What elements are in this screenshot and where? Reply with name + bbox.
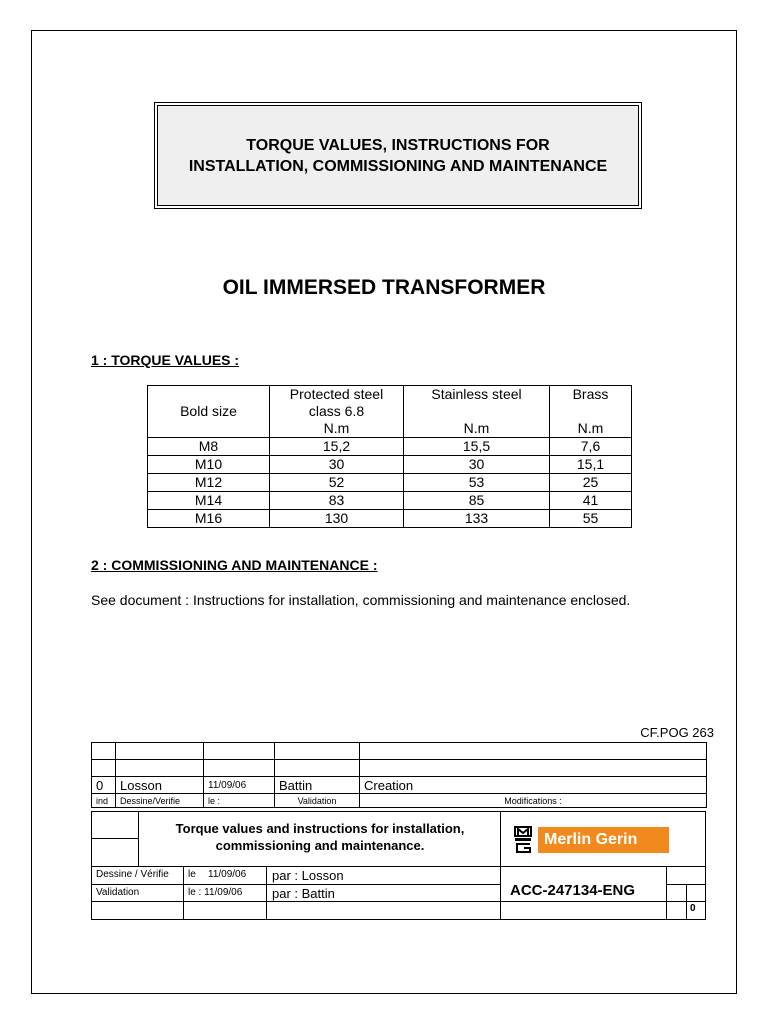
cell-size: M12 xyxy=(148,474,270,492)
section-heading-commissioning: 2 : COMMISSIONING AND MAINTENANCE : xyxy=(91,557,378,573)
label-ind: ind xyxy=(92,794,116,808)
cell-protected: 15,2 xyxy=(270,438,404,456)
validated-by: par : Battin xyxy=(272,886,335,901)
table-row xyxy=(148,438,632,456)
validation-label: Validation xyxy=(96,887,140,898)
cell-brass: 25 xyxy=(550,474,632,492)
revision-index: 0 xyxy=(92,777,116,794)
cell-stainless: 15,5 xyxy=(404,438,550,456)
table-header-row xyxy=(148,386,632,438)
validation-date: le : 11/09/06 xyxy=(188,887,243,898)
revision-index-box: 0 xyxy=(690,903,696,914)
header-title-box xyxy=(154,102,642,209)
header-title-line1: TORQUE VALUES, INSTRUCTIONS FOR xyxy=(246,136,550,154)
cell-stainless: 30 xyxy=(404,456,550,474)
logo-wordmark: Merlin Gerin xyxy=(538,827,669,853)
drawn-date: 11/09/06 xyxy=(208,869,247,880)
cell-protected: 83 xyxy=(270,492,404,510)
cell-protected: 52 xyxy=(270,474,404,492)
document-description: Torque values and instructions for installation, commissioning and maintenance. xyxy=(175,821,465,853)
cell-size: M16 xyxy=(148,510,270,528)
cell-size: M10 xyxy=(148,456,270,474)
title-block xyxy=(91,811,706,920)
cell-protected: 130 xyxy=(270,510,404,528)
column-header-bold-size: Bold size xyxy=(148,386,270,438)
cell-brass: 55 xyxy=(550,510,632,528)
label-validation: Validation xyxy=(275,794,360,808)
cell-brass: 15,1 xyxy=(550,456,632,474)
merlin-gerin-emblem-icon xyxy=(514,826,532,854)
revision-row-empty xyxy=(92,743,707,760)
document-number: ACC-247134-ENG xyxy=(510,882,636,899)
label-drawn: Dessine/Verifie xyxy=(116,794,204,808)
column-header-protected-steel: Protected steel class 6.8 N.m xyxy=(270,386,404,438)
table-row xyxy=(148,456,632,474)
revision-date: 11/09/06 xyxy=(204,777,275,794)
cell-brass: 7,6 xyxy=(550,438,632,456)
revision-validation: Battin xyxy=(275,777,360,794)
revision-table xyxy=(91,742,707,808)
header-title-line2: INSTALLATION, COMMISSIONING AND MAINTENANCE xyxy=(188,157,608,175)
label-modifications: Modifications : xyxy=(360,794,707,808)
cell-stainless: 53 xyxy=(404,474,550,492)
label-date: le : xyxy=(204,794,275,808)
section-heading-torque: 1 : TORQUE VALUES : xyxy=(91,352,240,368)
cell-stainless: 133 xyxy=(404,510,550,528)
table-row xyxy=(148,492,632,510)
cell-size: M8 xyxy=(148,438,270,456)
revision-row xyxy=(92,777,707,794)
table-row xyxy=(148,510,632,528)
cell-protected: 30 xyxy=(270,456,404,474)
table-row xyxy=(148,474,632,492)
cell-stainless: 85 xyxy=(404,492,550,510)
commissioning-text: See document : Instructions for installation, commissioning and maintenance enclosed. xyxy=(91,592,631,608)
drawn-label: Dessine / Vérifie xyxy=(96,869,169,880)
drawn-by: par : Losson xyxy=(272,868,344,883)
drawn-le-label: le xyxy=(188,869,196,880)
merlin-gerin-logo xyxy=(514,826,669,854)
cell-size: M14 xyxy=(148,492,270,510)
revision-drawn-by: Losson xyxy=(116,777,204,794)
torque-values-table xyxy=(147,385,632,528)
column-header-brass: Brass N.m xyxy=(550,386,632,438)
cell-brass: 41 xyxy=(550,492,632,510)
reference-code: CF.POG 263 xyxy=(640,725,714,740)
page-title: OIL IMMERSED TRANSFORMER xyxy=(222,276,546,299)
revision-modification: Creation xyxy=(360,777,707,794)
revision-label-row xyxy=(92,794,707,808)
column-header-stainless-steel: Stainless steel N.m xyxy=(404,386,550,438)
revision-row-empty xyxy=(92,760,707,777)
